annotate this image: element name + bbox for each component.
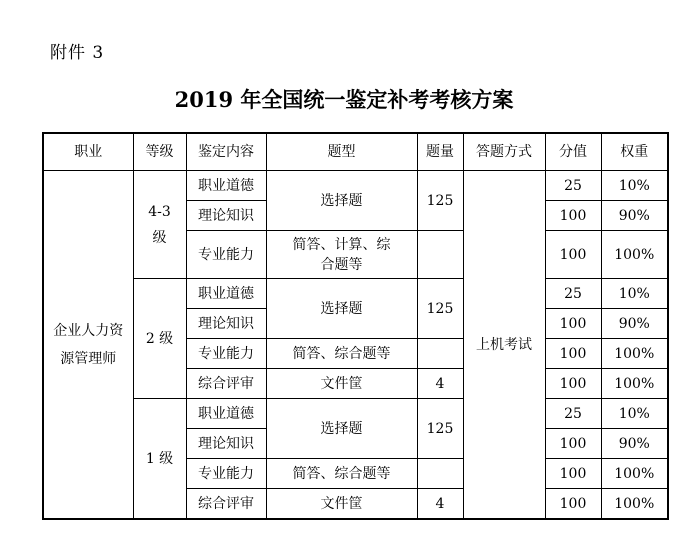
header-weight: 权重 <box>601 133 668 171</box>
content-cell: 综合评审 <box>186 489 266 520</box>
type-cell: 简答、综合题等 <box>266 459 417 489</box>
content-cell: 综合评审 <box>186 369 266 399</box>
content-cell: 理论知识 <box>186 429 266 459</box>
score-cell: 100 <box>545 459 601 489</box>
weight-cell: 100% <box>601 489 668 520</box>
content-cell: 专业能力 <box>186 339 266 369</box>
weight-cell: 90% <box>601 309 668 339</box>
attachment-label: 附件 3 <box>50 43 105 63</box>
quantity-cell <box>417 231 463 279</box>
content-cell: 专业能力 <box>186 459 266 489</box>
score-cell: 25 <box>545 399 601 429</box>
weight-cell: 100% <box>601 231 668 279</box>
score-cell: 100 <box>545 339 601 369</box>
assessment-table <box>42 132 669 520</box>
type-cell: 简答、综合题等 <box>266 339 417 369</box>
quantity-cell: 4 <box>417 489 463 520</box>
table-row <box>43 171 668 201</box>
page-title: 2019 年全国统一鉴定补考考核方案 <box>174 87 514 112</box>
table-row <box>43 399 668 429</box>
level-cell: 1 级 <box>133 399 186 520</box>
content-cell: 理论知识 <box>186 201 266 231</box>
weight-cell: 10% <box>601 279 668 309</box>
content-cell: 职业道德 <box>186 171 266 201</box>
method-cell: 上机考试 <box>463 171 545 520</box>
score-cell: 100 <box>545 231 601 279</box>
quantity-cell <box>417 339 463 369</box>
score-cell: 25 <box>545 279 601 309</box>
type-cell: 选择题 <box>266 279 417 339</box>
quantity-cell <box>417 459 463 489</box>
weight-cell: 90% <box>601 201 668 231</box>
score-cell: 100 <box>545 489 601 520</box>
table-row <box>43 279 668 309</box>
score-cell: 100 <box>545 309 601 339</box>
score-cell: 25 <box>545 171 601 201</box>
content-cell: 职业道德 <box>186 279 266 309</box>
score-cell: 100 <box>545 201 601 231</box>
level-cell: 4-3级 <box>133 171 186 279</box>
header-content: 鉴定内容 <box>186 133 266 171</box>
header-level: 等级 <box>133 133 186 171</box>
weight-cell: 100% <box>601 459 668 489</box>
type-cell: 选择题 <box>266 399 417 459</box>
quantity-cell: 125 <box>417 399 463 459</box>
content-cell: 职业道德 <box>186 399 266 429</box>
content-cell: 理论知识 <box>186 309 266 339</box>
weight-cell: 10% <box>601 171 668 201</box>
quantity-cell: 125 <box>417 279 463 339</box>
type-cell: 文件筐 <box>266 489 417 520</box>
header-method: 答题方式 <box>463 133 545 171</box>
header-row <box>43 133 668 171</box>
weight-cell: 100% <box>601 339 668 369</box>
weight-cell: 90% <box>601 429 668 459</box>
weight-cell: 10% <box>601 399 668 429</box>
level-cell: 2 级 <box>133 279 186 399</box>
type-cell: 文件筐 <box>266 369 417 399</box>
occupation-cell: 企业人力资源管理师 <box>43 171 133 520</box>
score-cell: 100 <box>545 429 601 459</box>
content-cell: 专业能力 <box>186 231 266 279</box>
weight-cell: 100% <box>601 369 668 399</box>
header-quantity: 题量 <box>417 133 463 171</box>
score-cell: 100 <box>545 369 601 399</box>
quantity-cell: 4 <box>417 369 463 399</box>
header-occupation: 职业 <box>43 133 133 171</box>
quantity-cell: 125 <box>417 171 463 231</box>
type-cell: 选择题 <box>266 171 417 231</box>
header-score: 分值 <box>545 133 601 171</box>
header-question-type: 题型 <box>266 133 417 171</box>
type-cell: 简答、计算、综合题等 <box>266 231 417 279</box>
